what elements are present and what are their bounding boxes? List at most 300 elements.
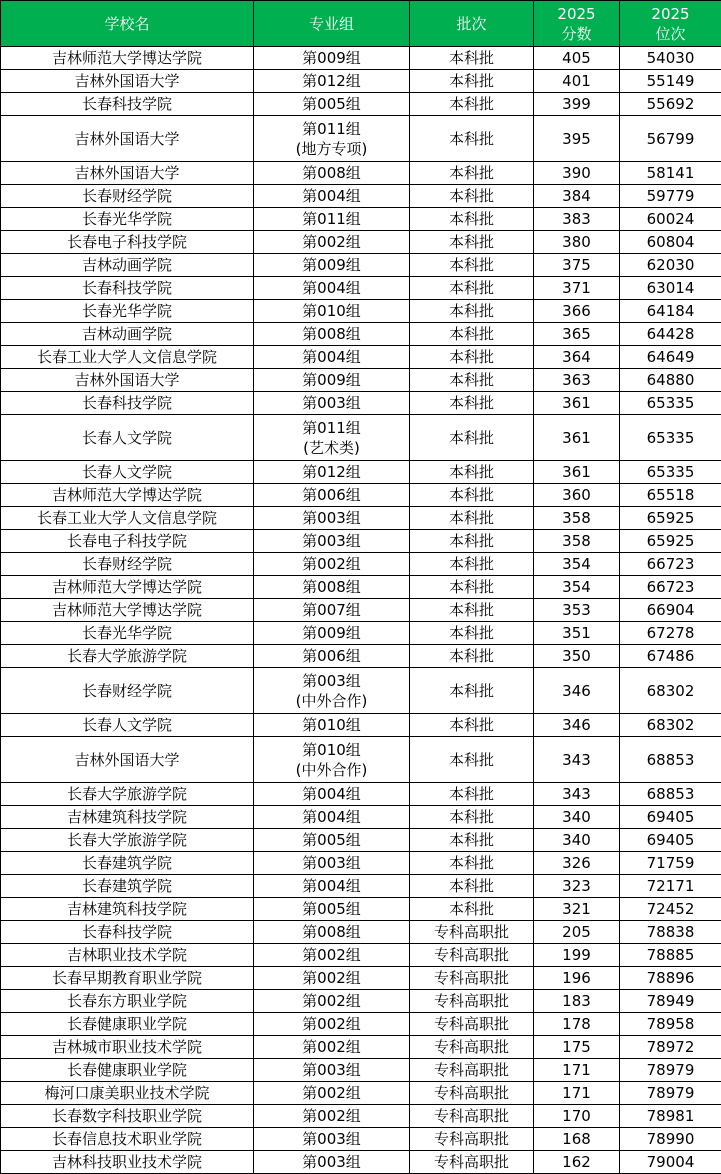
- cell-score: 366: [534, 300, 620, 323]
- cell-group: [254, 990, 410, 1013]
- cell-school: 长春科技学院: [1, 392, 254, 415]
- cell-score: 354: [534, 553, 620, 576]
- cell-group: [254, 507, 410, 530]
- cell-batch: 专科高职批: [410, 1013, 534, 1036]
- header-rank: [620, 1, 721, 47]
- cell-rank: 67486: [620, 645, 721, 668]
- cell-group: [254, 944, 410, 967]
- cell-school: 长春工业大学人文信息学院: [1, 346, 254, 369]
- group-code: 第007组: [302, 601, 361, 619]
- cell-group: [254, 323, 410, 346]
- cell-rank: 65925: [620, 530, 721, 553]
- cell-score: 399: [534, 93, 620, 116]
- cell-batch: 本科批: [410, 70, 534, 93]
- cell-score: 364: [534, 346, 620, 369]
- cell-rank: 71759: [620, 852, 721, 875]
- cell-school: 长春光华学院: [1, 208, 254, 231]
- cell-school: 长春科技学院: [1, 277, 254, 300]
- cell-batch: 本科批: [410, 254, 534, 277]
- group-code: 第009组: [302, 624, 361, 642]
- table-row: [1, 323, 721, 346]
- cell-group: [254, 1013, 410, 1036]
- cell-school: 吉林外国语大学: [1, 162, 254, 185]
- cell-school: 长春信息技术职业学院: [1, 1128, 254, 1151]
- group-note: (中外合作): [295, 691, 368, 710]
- cell-score: 365: [534, 323, 620, 346]
- header-score-year: 2025: [557, 4, 596, 23]
- cell-score: 340: [534, 829, 620, 852]
- cell-school: 长春工业大学人文信息学院: [1, 507, 254, 530]
- cell-group: [254, 714, 410, 737]
- cell-rank: 60804: [620, 231, 721, 254]
- cell-group: [254, 254, 410, 277]
- cell-group: [254, 1059, 410, 1082]
- cell-rank: 68302: [620, 668, 721, 714]
- table-row: [1, 530, 721, 553]
- cell-school: 吉林外国语大学: [1, 369, 254, 392]
- table-row: [1, 806, 721, 829]
- cell-rank: 78885: [620, 944, 721, 967]
- group-code: 第010组: [302, 740, 361, 759]
- cell-school: 长春电子科技学院: [1, 530, 254, 553]
- group-code: 第005组: [302, 900, 361, 918]
- cell-group: [254, 70, 410, 93]
- header-batch: 批次: [410, 1, 534, 47]
- table-row: [1, 484, 721, 507]
- cell-rank: 60024: [620, 208, 721, 231]
- cell-school: 长春早期教育职业学院: [1, 967, 254, 990]
- cell-batch: 本科批: [410, 162, 534, 185]
- cell-batch: 专科高职批: [410, 990, 534, 1013]
- table-row: [1, 277, 721, 300]
- cell-batch: 本科批: [410, 346, 534, 369]
- group-code: 第011组: [302, 119, 361, 138]
- cell-batch: 本科批: [410, 783, 534, 806]
- cell-school: 长春建筑学院: [1, 852, 254, 875]
- table-row: [1, 622, 721, 645]
- cell-batch: 专科高职批: [410, 944, 534, 967]
- cell-score: 358: [534, 507, 620, 530]
- cell-score: 343: [534, 783, 620, 806]
- group-code: 第002组: [302, 969, 361, 987]
- table-row: [1, 1059, 721, 1082]
- cell-school: 吉林师范大学博达学院: [1, 599, 254, 622]
- table-row: [1, 47, 721, 70]
- table-row: [1, 875, 721, 898]
- cell-group: [254, 415, 410, 461]
- cell-school: 长春健康职业学院: [1, 1059, 254, 1082]
- cell-batch: 本科批: [410, 645, 534, 668]
- cell-school: 吉林师范大学博达学院: [1, 576, 254, 599]
- group-note: (艺术类): [303, 438, 360, 457]
- cell-batch: 本科批: [410, 806, 534, 829]
- cell-school: 长春电子科技学院: [1, 231, 254, 254]
- cell-group: [254, 185, 410, 208]
- cell-rank: 54030: [620, 47, 721, 70]
- cell-score: 346: [534, 714, 620, 737]
- cell-score: 340: [534, 806, 620, 829]
- cell-school: 长春大学旅游学院: [1, 829, 254, 852]
- group-code: 第004组: [302, 785, 361, 803]
- table-body: [1, 47, 721, 1174]
- group-code: 第009组: [302, 256, 361, 274]
- group-code: 第006组: [302, 647, 361, 665]
- group-note: (地方专项): [295, 139, 368, 158]
- table-row: [1, 300, 721, 323]
- header-rank-year: 2025: [651, 4, 690, 23]
- cell-school: 长春科技学院: [1, 921, 254, 944]
- cell-rank: 67278: [620, 622, 721, 645]
- cell-score: 361: [534, 392, 620, 415]
- cell-group: [254, 484, 410, 507]
- table-row: [1, 70, 721, 93]
- group-code: 第002组: [302, 233, 361, 251]
- cell-score: 171: [534, 1059, 620, 1082]
- cell-group: [254, 829, 410, 852]
- cell-rank: 65335: [620, 461, 721, 484]
- cell-group: [254, 576, 410, 599]
- cell-rank: 64880: [620, 369, 721, 392]
- cell-group: [254, 346, 410, 369]
- cell-score: 343: [534, 737, 620, 783]
- cell-school: 吉林师范大学博达学院: [1, 484, 254, 507]
- cell-rank: 78972: [620, 1036, 721, 1059]
- cell-score: 171: [534, 1082, 620, 1105]
- group-code: 第003组: [302, 1130, 361, 1148]
- cell-batch: 专科高职批: [410, 1036, 534, 1059]
- cell-batch: 本科批: [410, 484, 534, 507]
- group-code: 第010组: [302, 302, 361, 320]
- cell-group: [254, 1128, 410, 1151]
- cell-school: 吉林动画学院: [1, 323, 254, 346]
- group-code: 第008组: [302, 923, 361, 941]
- header-score-label: 分数: [561, 24, 592, 43]
- cell-score: 321: [534, 898, 620, 921]
- cell-score: 175: [534, 1036, 620, 1059]
- table-row: [1, 93, 721, 116]
- group-code: 第005组: [302, 95, 361, 113]
- header-score: [534, 1, 620, 47]
- cell-group: [254, 898, 410, 921]
- group-code: 第004组: [302, 348, 361, 366]
- cell-rank: 66904: [620, 599, 721, 622]
- table-row: [1, 162, 721, 185]
- cell-group: [254, 277, 410, 300]
- cell-rank: 78949: [620, 990, 721, 1013]
- cell-school: 长春科技学院: [1, 93, 254, 116]
- table-row: [1, 208, 721, 231]
- cell-batch: 本科批: [410, 622, 534, 645]
- group-code: 第004组: [302, 808, 361, 826]
- cell-school: 吉林外国语大学: [1, 70, 254, 93]
- table-row: [1, 553, 721, 576]
- cell-batch: 本科批: [410, 415, 534, 461]
- table-row: [1, 737, 721, 783]
- group-code: 第003组: [302, 854, 361, 872]
- cell-group: [254, 668, 410, 714]
- table-row: [1, 668, 721, 714]
- cell-group: [254, 622, 410, 645]
- cell-batch: 本科批: [410, 553, 534, 576]
- cell-school: 吉林师范大学博达学院: [1, 47, 254, 70]
- cell-rank: 78990: [620, 1128, 721, 1151]
- cell-batch: 本科批: [410, 829, 534, 852]
- cell-rank: 72171: [620, 875, 721, 898]
- group-code: 第011组: [302, 210, 361, 228]
- header-row: [1, 1, 721, 47]
- header-group: 专业组: [254, 1, 410, 47]
- cell-school: 长春人文学院: [1, 714, 254, 737]
- cell-batch: 本科批: [410, 369, 534, 392]
- cell-rank: 68853: [620, 737, 721, 783]
- cell-group: [254, 1036, 410, 1059]
- table-row: [1, 1151, 721, 1174]
- table-row: [1, 392, 721, 415]
- table-row: [1, 1105, 721, 1128]
- group-code: 第008组: [302, 325, 361, 343]
- table-row: [1, 1013, 721, 1036]
- cell-batch: 本科批: [410, 461, 534, 484]
- cell-score: 196: [534, 967, 620, 990]
- table-row: [1, 254, 721, 277]
- table-row: [1, 990, 721, 1013]
- cell-batch: 专科高职批: [410, 1082, 534, 1105]
- cell-score: 405: [534, 47, 620, 70]
- cell-school: 长春人文学院: [1, 415, 254, 461]
- cell-batch: 本科批: [410, 185, 534, 208]
- cell-score: 170: [534, 1105, 620, 1128]
- cell-batch: 本科批: [410, 530, 534, 553]
- group-code: 第006组: [302, 486, 361, 504]
- cell-rank: 64649: [620, 346, 721, 369]
- cell-group: [254, 300, 410, 323]
- cell-batch: 本科批: [410, 231, 534, 254]
- cell-batch: 专科高职批: [410, 1059, 534, 1082]
- cell-school: 长春财经学院: [1, 185, 254, 208]
- cell-score: 178: [534, 1013, 620, 1036]
- table-row: [1, 898, 721, 921]
- table-row: [1, 921, 721, 944]
- group-code: 第010组: [302, 716, 361, 734]
- cell-rank: 65518: [620, 484, 721, 507]
- cell-school: 长春大学旅游学院: [1, 645, 254, 668]
- cell-school: 长春数字科技职业学院: [1, 1105, 254, 1128]
- cell-group: [254, 47, 410, 70]
- cell-group: [254, 93, 410, 116]
- cell-batch: 专科高职批: [410, 921, 534, 944]
- table-row: [1, 852, 721, 875]
- cell-rank: 64428: [620, 323, 721, 346]
- cell-school: 长春财经学院: [1, 553, 254, 576]
- cell-group: [254, 231, 410, 254]
- cell-score: 346: [534, 668, 620, 714]
- cell-batch: 本科批: [410, 392, 534, 415]
- group-code: 第012组: [302, 72, 361, 90]
- group-code: 第003组: [302, 671, 361, 690]
- table-row: [1, 783, 721, 806]
- group-code: 第011组: [302, 418, 361, 437]
- cell-score: 361: [534, 461, 620, 484]
- cell-batch: 专科高职批: [410, 1105, 534, 1128]
- cell-score: 363: [534, 369, 620, 392]
- table-row: [1, 944, 721, 967]
- table-row: [1, 576, 721, 599]
- group-code: 第003组: [302, 532, 361, 550]
- table-row: [1, 967, 721, 990]
- cell-batch: 本科批: [410, 507, 534, 530]
- cell-rank: 66723: [620, 576, 721, 599]
- cell-score: 401: [534, 70, 620, 93]
- cell-rank: 78981: [620, 1105, 721, 1128]
- group-code: 第012组: [302, 463, 361, 481]
- group-code: 第002组: [302, 1107, 361, 1125]
- cell-group: [254, 369, 410, 392]
- cell-school: 长春大学旅游学院: [1, 783, 254, 806]
- cell-batch: 本科批: [410, 47, 534, 70]
- cell-school: 长春人文学院: [1, 461, 254, 484]
- cell-school: 长春光华学院: [1, 622, 254, 645]
- cell-rank: 68302: [620, 714, 721, 737]
- cell-rank: 55692: [620, 93, 721, 116]
- cell-score: 354: [534, 576, 620, 599]
- cell-batch: 本科批: [410, 898, 534, 921]
- cell-rank: 64184: [620, 300, 721, 323]
- group-code: 第002组: [302, 946, 361, 964]
- group-code: 第003组: [302, 509, 361, 527]
- group-code: 第003组: [302, 1061, 361, 1079]
- cell-rank: 55149: [620, 70, 721, 93]
- table-row: [1, 714, 721, 737]
- cell-school: 吉林建筑科技学院: [1, 806, 254, 829]
- cell-score: 168: [534, 1128, 620, 1151]
- cell-group: [254, 162, 410, 185]
- cell-batch: 本科批: [410, 323, 534, 346]
- cell-group: [254, 1082, 410, 1105]
- cell-group: [254, 645, 410, 668]
- cell-score: 358: [534, 530, 620, 553]
- cell-group: [254, 208, 410, 231]
- cell-score: 371: [534, 277, 620, 300]
- cell-rank: 59779: [620, 185, 721, 208]
- group-code: 第004组: [302, 877, 361, 895]
- group-code: 第003组: [302, 1153, 361, 1171]
- table-row: [1, 1036, 721, 1059]
- cell-rank: 56799: [620, 116, 721, 162]
- cell-school: 长春建筑学院: [1, 875, 254, 898]
- cell-score: 395: [534, 116, 620, 162]
- cell-group: [254, 921, 410, 944]
- table-row: [1, 185, 721, 208]
- cell-group: [254, 806, 410, 829]
- group-code: 第003组: [302, 394, 361, 412]
- cell-score: 183: [534, 990, 620, 1013]
- cell-group: [254, 116, 410, 162]
- table-row: [1, 507, 721, 530]
- cell-score: 326: [534, 852, 620, 875]
- cell-school: 吉林外国语大学: [1, 116, 254, 162]
- cell-school: 吉林科技职业技术学院: [1, 1151, 254, 1174]
- cell-score: 353: [534, 599, 620, 622]
- cell-school: 吉林动画学院: [1, 254, 254, 277]
- cell-group: [254, 875, 410, 898]
- cell-group: [254, 852, 410, 875]
- cell-score: 390: [534, 162, 620, 185]
- cell-batch: 专科高职批: [410, 1128, 534, 1151]
- group-note: (中外合作): [295, 760, 368, 779]
- cell-school: 长春东方职业学院: [1, 990, 254, 1013]
- table-row: [1, 369, 721, 392]
- cell-batch: 专科高职批: [410, 967, 534, 990]
- cell-score: 383: [534, 208, 620, 231]
- cell-group: [254, 1105, 410, 1128]
- cell-batch: 本科批: [410, 277, 534, 300]
- cell-group: [254, 783, 410, 806]
- table-row: [1, 1128, 721, 1151]
- cell-rank: 78958: [620, 1013, 721, 1036]
- cell-score: 350: [534, 645, 620, 668]
- group-code: 第009组: [302, 49, 361, 67]
- cell-group: [254, 392, 410, 415]
- cell-score: 205: [534, 921, 620, 944]
- cell-rank: 69405: [620, 829, 721, 852]
- cell-school: 长春财经学院: [1, 668, 254, 714]
- cell-group: [254, 599, 410, 622]
- cell-batch: 本科批: [410, 208, 534, 231]
- cell-rank: 66723: [620, 553, 721, 576]
- table-row: [1, 599, 721, 622]
- header-rank-label: 位次: [655, 24, 686, 43]
- cell-rank: 62030: [620, 254, 721, 277]
- cell-rank: 72452: [620, 898, 721, 921]
- cell-school: 吉林职业技术学院: [1, 944, 254, 967]
- cell-rank: 78979: [620, 1082, 721, 1105]
- cell-batch: 本科批: [410, 714, 534, 737]
- cell-batch: 本科批: [410, 668, 534, 714]
- cell-rank: 65335: [620, 392, 721, 415]
- group-code: 第008组: [302, 164, 361, 182]
- cell-group: [254, 737, 410, 783]
- group-code: 第002组: [302, 1038, 361, 1056]
- cell-batch: 本科批: [410, 875, 534, 898]
- cell-school: 梅河口康美职业技术学院: [1, 1082, 254, 1105]
- cell-score: 384: [534, 185, 620, 208]
- group-code: 第008组: [302, 578, 361, 596]
- cell-school: 吉林建筑科技学院: [1, 898, 254, 921]
- cell-rank: 78838: [620, 921, 721, 944]
- cell-group: [254, 530, 410, 553]
- cell-score: 162: [534, 1151, 620, 1174]
- table-row: [1, 415, 721, 461]
- cell-score: 360: [534, 484, 620, 507]
- table-row: [1, 1082, 721, 1105]
- cell-school: 吉林外国语大学: [1, 737, 254, 783]
- table-row: [1, 231, 721, 254]
- cell-rank: 78896: [620, 967, 721, 990]
- cell-school: 长春健康职业学院: [1, 1013, 254, 1036]
- cell-rank: 68853: [620, 783, 721, 806]
- cell-score: 323: [534, 875, 620, 898]
- table-row: [1, 346, 721, 369]
- cell-group: [254, 967, 410, 990]
- cell-rank: 65925: [620, 507, 721, 530]
- group-code: 第002组: [302, 1084, 361, 1102]
- cell-rank: 65335: [620, 415, 721, 461]
- group-code: 第009组: [302, 371, 361, 389]
- cell-school: 长春光华学院: [1, 300, 254, 323]
- cell-score: 199: [534, 944, 620, 967]
- group-code: 第005组: [302, 831, 361, 849]
- cell-group: [254, 1151, 410, 1174]
